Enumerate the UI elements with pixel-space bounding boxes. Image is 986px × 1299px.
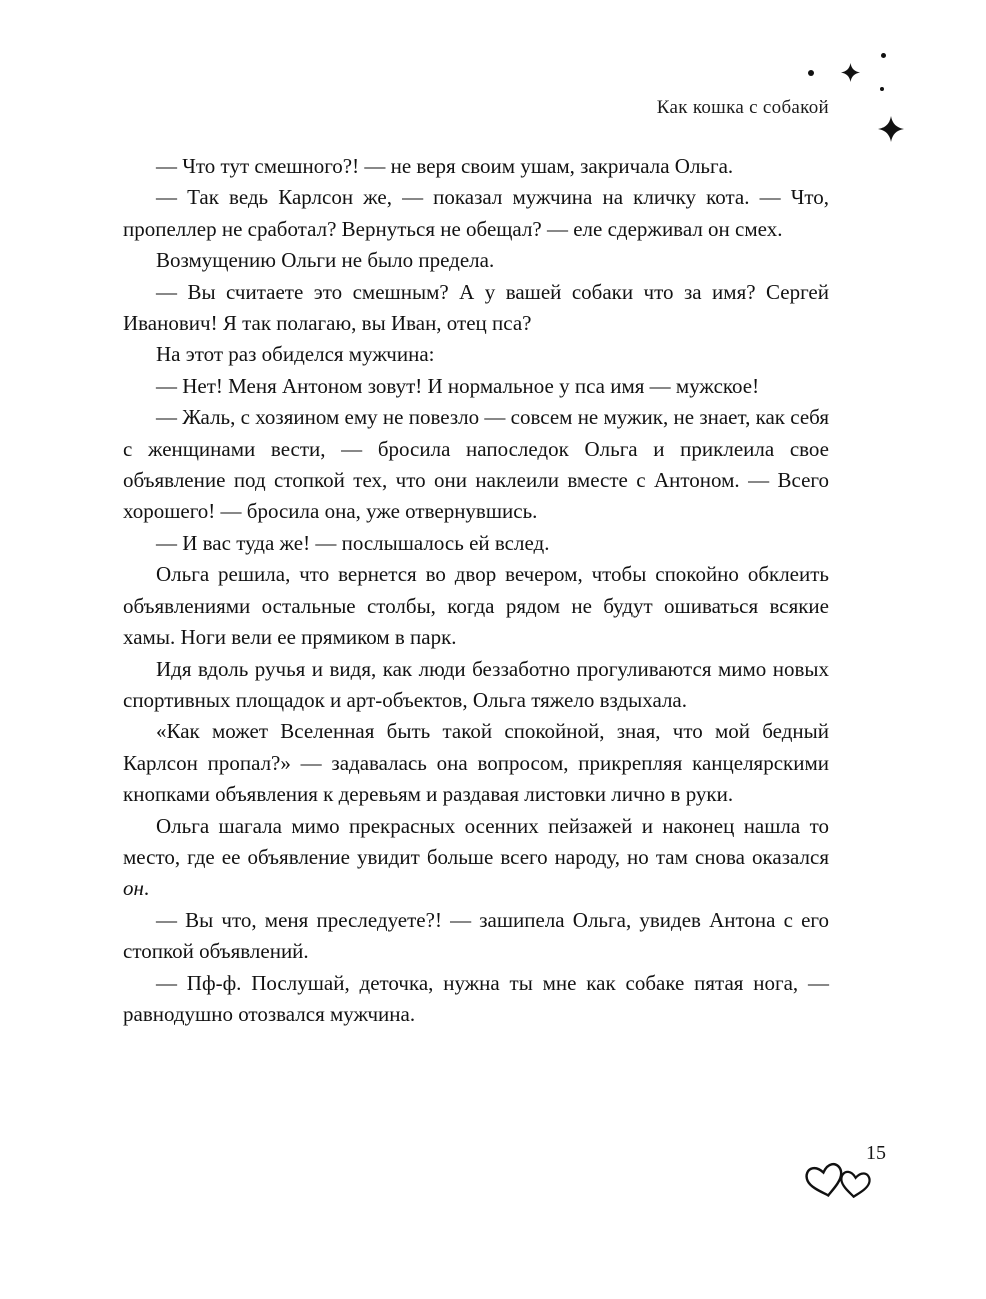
paragraph: — Пф-ф. Послушай, деточка, нужна ты мне как собаке пятая нога, — равнодушно отозвался мужчина. bbox=[123, 970, 829, 1026]
emphasized-word: он bbox=[123, 876, 144, 901]
heart-icon bbox=[836, 1166, 873, 1201]
sparkle-icon bbox=[878, 116, 904, 142]
paragraph: — Так ведь Карлсон же, — показал мужчина на кличку кота. — Что, пропеллер не сработал? Вернуться не обещал? — еле сдерживал он смех. bbox=[123, 185, 829, 241]
paragraph: Ольга решила, что вернется во двор вечером, чтобы спокойно обклеить объявлениями остальные столбы, когда рядом не будут ошиваться всякие хамы. Ноги вели ее прямиком в парк. bbox=[123, 562, 829, 650]
paragraph: «Как может Вселенная быть такой спокойной, зная, что мой бедный Карлсон пропал?» — задавалась она вопросом, прикрепляя канцелярскими кнопками объявления к деревьям и раздавая листовки лично в руки. bbox=[123, 719, 829, 807]
paragraph-text: . bbox=[143, 876, 150, 901]
paragraph: — Что тут смешного?! — не веря своим ушам, закричала Ольга. bbox=[156, 154, 734, 178]
paragraph-text: Ольга шагала мимо прекрасных осенних пейзажей и наконец нашла то место, где ее объявление увидит больше всего народу, но там снова оказался bbox=[123, 813, 829, 869]
paragraph: Идя вдоль ручья и видя, как люди беззаботно прогуливаются мимо новых спортивных площадок и арт-объектов, Ольга тяжело вздыхала. bbox=[123, 656, 829, 712]
paragraph: — Жаль, с хозяином ему не повезло — совсем не мужик, не знает, как себя с женщинами вести, — бросила напоследок Ольга и приклеила свое объявление под стопкой тех, что они наклеили вместе с Антоном. — Всего хорошего! — бросила она, уже отвернувшись. bbox=[123, 405, 829, 524]
sparkle-icon bbox=[841, 63, 860, 82]
body-text bbox=[123, 151, 829, 1030]
paragraph: — Нет! Меня Антоном зовут! И нормальное у пса имя — мужское! bbox=[156, 373, 760, 398]
paragraph: — И вас туда же! — послышалось ей вслед. bbox=[156, 530, 550, 555]
running-header: Как кошка с собакой bbox=[656, 97, 829, 118]
paragraph: Возмущению Ольги не было предела. bbox=[156, 248, 495, 273]
paragraph: — Вы что, меня преследуете?! — зашипела Ольга, увидев Антона с его стопкой объявлений. bbox=[123, 907, 829, 964]
dot-icon bbox=[808, 70, 814, 76]
paragraph bbox=[123, 811, 829, 905]
dot-icon bbox=[880, 87, 884, 91]
dot-icon bbox=[881, 53, 886, 58]
paragraph: На этот раз обиделся мужчина: bbox=[156, 342, 435, 367]
paragraph: — Вы считаете это смешным? А у вашей собаки что за имя? Сергей Иванович! Я так полагаю, вы Иван, отец пса? bbox=[123, 279, 829, 336]
page-number: 15 bbox=[866, 1142, 886, 1164]
